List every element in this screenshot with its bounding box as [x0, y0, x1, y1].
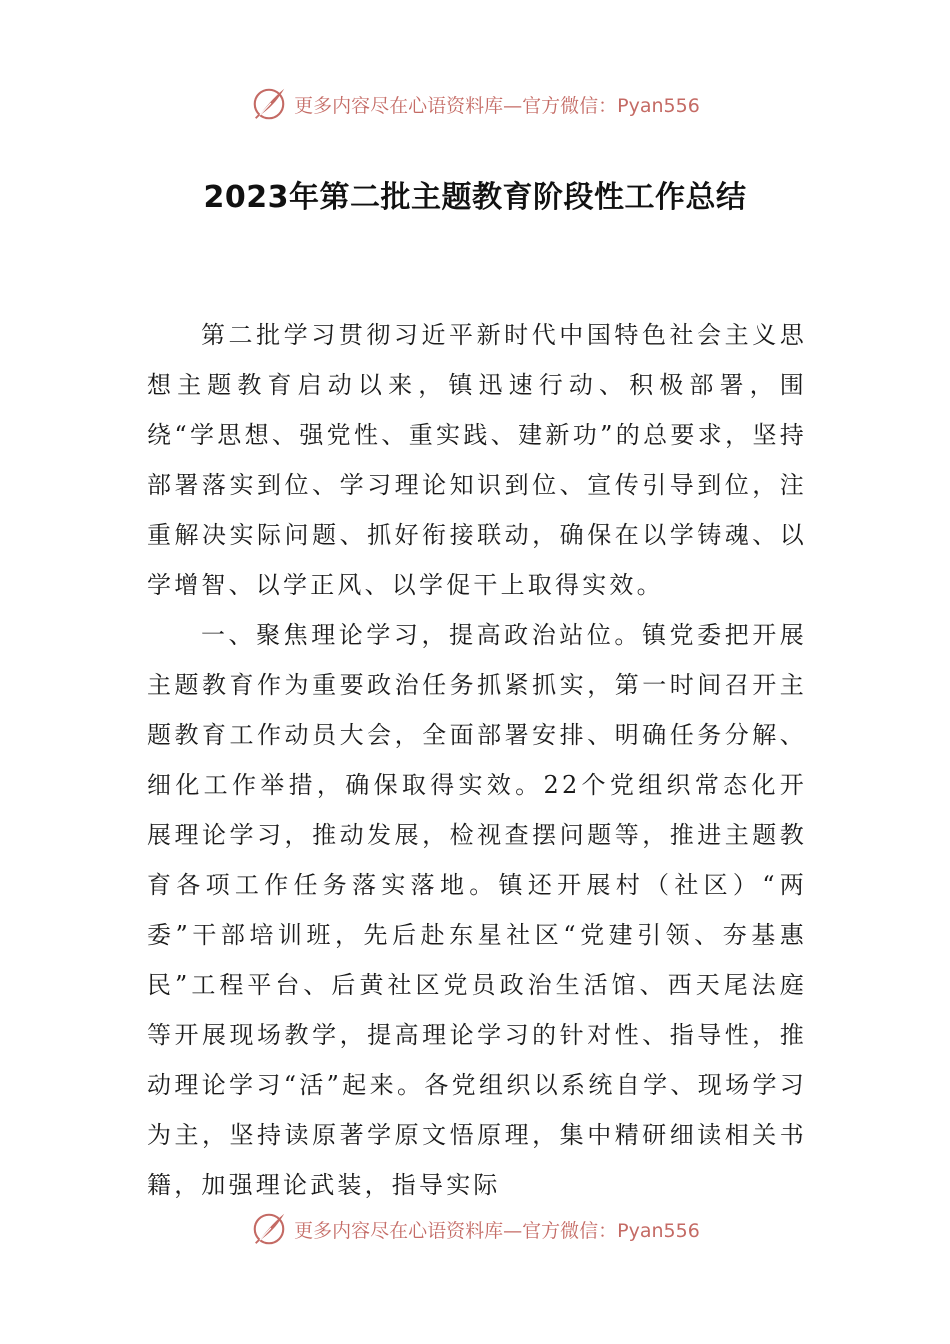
quill-logo-icon	[250, 85, 288, 123]
paragraph-section-one: 一、聚焦理论学习，提高政治站位。镇党委把开展主题教育作为重要政治任务抓紧抓实，第一时间召开主题教育工作动员大会，全面部署安排、明确任务分解、细化工作举措，确保取得实效。22个党组织常态化开展理论学习，推动发展，检视查摆问题等，推进主题教育各项工作任务落实落地。镇还开展村（社区）“两委”干部培训班，先后赴东星社区“党建引领、夯基惠民”工程平台、后黄社区党员政治生活馆、西天尾法庭等开展现场教学，提高理论学习的针对性、指导性，推动理论学习“活”起来。各党组织以系统自学、现场学习为主，坚持读原著学原文悟原理，集中精研细读相关书籍，加强理论武装，指导实际	[147, 621, 807, 1199]
watermark-text	[294, 1216, 700, 1243]
watermark-text-cn: 更多内容尽在心语资料库—官方微信：	[294, 94, 618, 117]
document-title: 2023年第二批主题教育阶段性工作总结	[203, 180, 747, 215]
watermark-text-cn: 更多内容尽在心语资料库—官方微信：	[294, 1219, 618, 1242]
header-watermark	[0, 82, 950, 126]
watermark-wechat-id: Pyan556	[617, 94, 700, 117]
paragraph-intro: 第二批学习贯彻习近平新时代中国特色社会主义思想主题教育启动以来，镇迅速行动、积极部署，围绕“学思想、强党性、重实践、建新功”的总要求，坚持部署落实到位、学习理论知识到位、宣传引导到位，注重解决实际问题、抓好衔接联动，确保在以学铸魂、以学增智、以学正风、以学促干上取得实效。	[147, 321, 807, 599]
watermark-group	[250, 85, 700, 123]
document-body	[147, 310, 807, 1210]
watermark-group	[250, 1210, 700, 1248]
footer-watermark	[0, 1207, 950, 1251]
quill-logo-icon	[250, 1210, 288, 1248]
watermark-text	[294, 91, 700, 118]
watermark-wechat-id: Pyan556	[617, 1219, 700, 1242]
